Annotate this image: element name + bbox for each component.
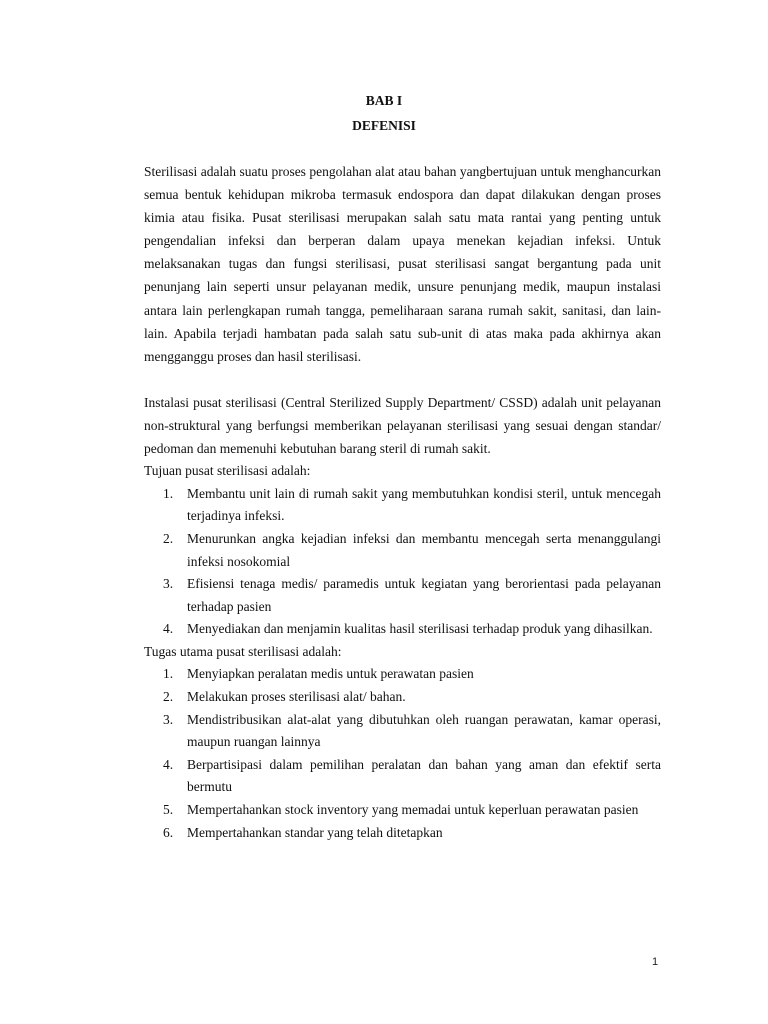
list-item [144,573,661,618]
page-number: 1 [652,956,659,968]
list-item-text: Melakukan proses sterilisasi alat/ bahan. [187,689,406,705]
paragraph-spacer [144,368,661,391]
list-item-text: Efisiensi tenaga medis/ paramedis untuk kegiatan yang berorientasi pada pelayanan terhadap pasien [187,576,661,614]
list-item-text: Membantu unit lain di rumah sakit yang membutuhkan kondisi steril, untuk mencegah terjadinya infeksi. [187,485,661,524]
list-item-text: Mendistribusikan alat-alat yang dibutuhkan oleh ruangan perawatan, kamar operasi, maupun ruangan lainnya [187,711,661,750]
list-item [144,528,661,573]
list-number: 4. [163,621,174,637]
list-item-text: Menurunkan angka kejadian infeksi dan membantu mencegah serta menanggulangi infeksi nosokomial [187,530,661,569]
list-item-text: Berpartisipasi dalam pemilihan peralatan dan bahan yang aman dan efektif serta bermutu [187,756,661,795]
list-item [144,483,661,528]
list-number: 1. [163,666,174,682]
list-item [144,663,661,686]
list-number: 1. [163,485,174,501]
tujuan-list [144,483,661,641]
tugas-intro: Tugas utama pusat sterilisasi adalah: [144,643,342,659]
paragraph-cssd: Instalasi pusat sterilisasi (Central Sterilized Supply Department/ CSSD) adalah unit pelayanan non-struktural yang berfungsi memberikan pelayanan sterilisasi yang sesuai dengan standar/ pedoman dan memenuhi kebutuhan barang steril di rumah sakit. [144,394,661,457]
list-item-text: Mempertahankan standar yang telah ditetapkan [187,824,443,840]
list-item-text: Menyediakan dan menjamin kualitas hasil sterilisasi terhadap produk yang dihasilkan. [187,621,653,637]
list-item [144,799,661,822]
list-number: 2. [163,530,174,546]
list-number: 3. [163,576,174,592]
paragraph-definition: Sterilisasi adalah suatu proses pengolahan alat atau bahan yangbertujuan untuk menghancurkan semua bentuk kehidupan mikroba termasuk endospora dan dapat dilakukan dengan proses kimia atau fisika. Pusat sterilisasi merupakan salah satu mata rantai yang penting untuk pengendalian infeksi dan berperan dalam upaya menekan kejadian infeksi. Untuk melaksanakan tugas dan fungsi sterilisasi, pusat sterilisasi sangat bergantung pada unit penunjang lain seperti unsur pelayanan medik, unsure penunjang medik, maupun instalasi antara lain perlengkapan rumah tangga, pemeliharaan sarana rumah sakit, sanitasi, dan lain-lain. Apabila terjadi hambatan pada salah satu sub-unit di atas maka pada akhirnya akan mengganggu proses dan hasil sterilisasi. [144,164,661,364]
list-number: 2. [163,689,174,705]
list-item [144,709,661,754]
document-body [144,160,661,844]
tujuan-intro: Tujuan pusat sterilisasi adalah: [144,463,311,479]
chapter-title: DEFENISI [352,118,416,133]
list-number: 4. [163,756,174,772]
list-item [144,822,661,845]
list-item-text: Mempertahankan stock inventory yang memadai untuk keperluan perawatan pasien [187,802,639,818]
list-number: 6. [163,824,174,840]
list-item [144,618,661,641]
list-item [144,754,661,799]
list-item-text: Menyiapkan peralatan medis untuk perawatan pasien [187,666,474,682]
tugas-list [144,663,661,844]
chapter-heading: BAB I [365,93,403,108]
list-number: 3. [163,711,174,727]
list-item [144,686,661,709]
list-number: 5. [163,802,174,818]
